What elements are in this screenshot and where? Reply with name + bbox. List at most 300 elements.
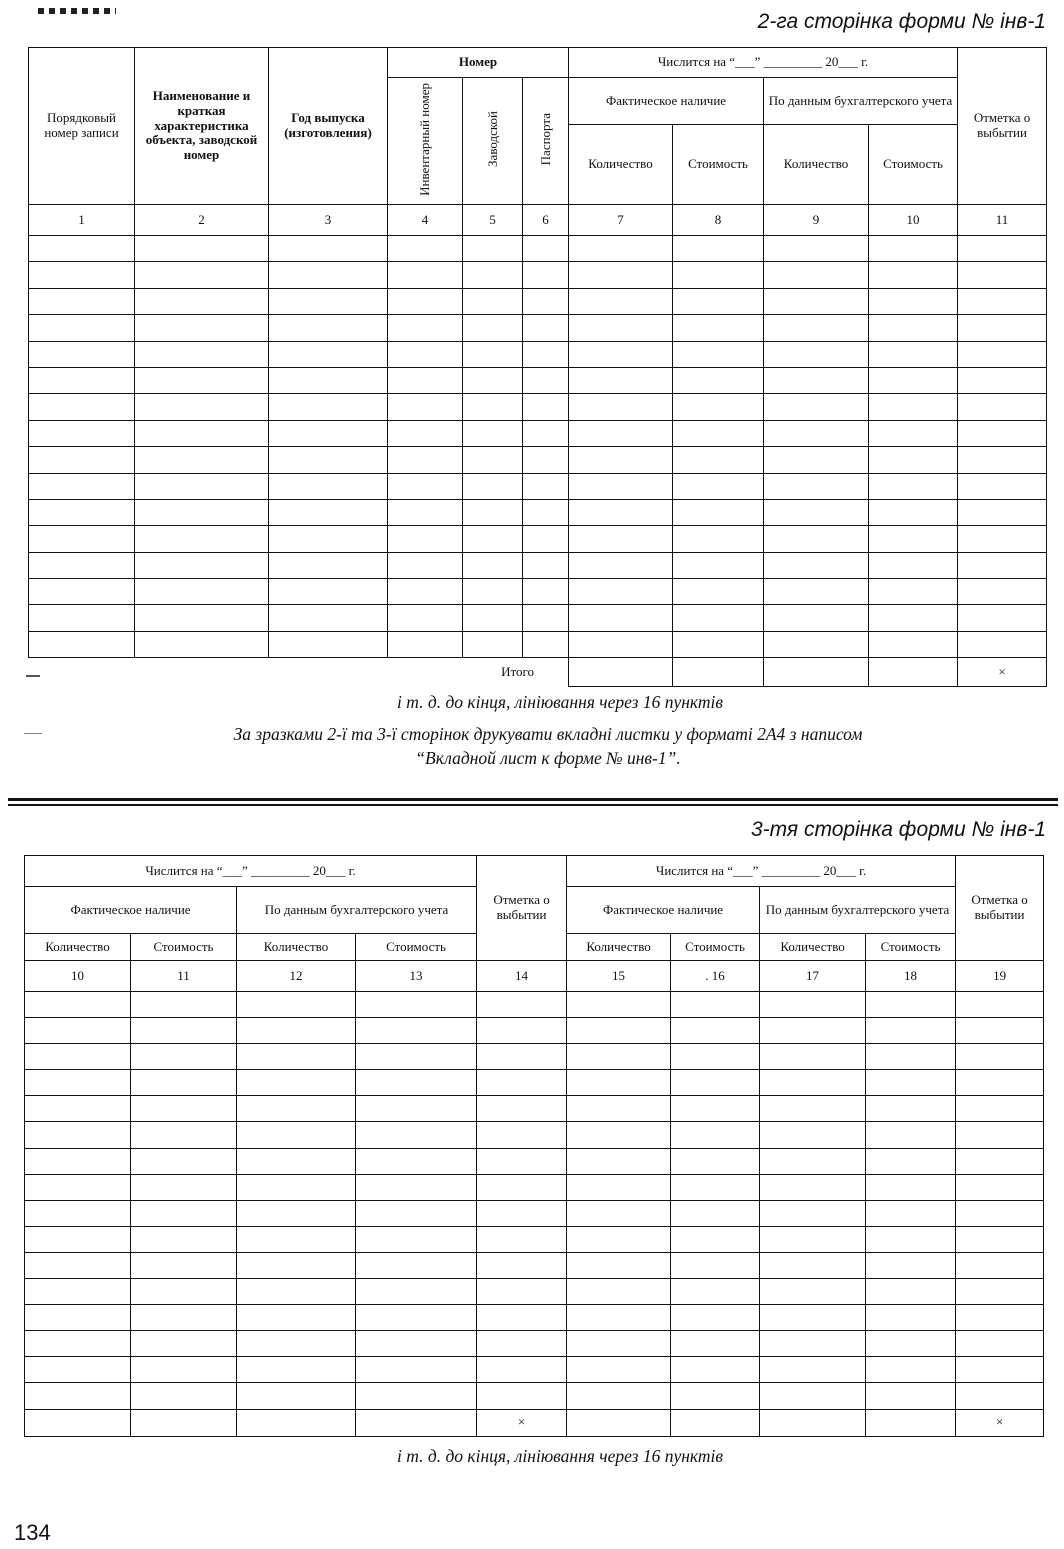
table-cell	[269, 288, 388, 314]
header-qty: Количество	[569, 125, 673, 205]
table-cell	[25, 1279, 131, 1305]
header-qty: Количество	[764, 125, 869, 205]
table-cell	[356, 1044, 477, 1070]
table-cell	[135, 631, 269, 657]
table-cell	[567, 1122, 671, 1148]
table-cell	[673, 499, 764, 525]
col-number: 13	[356, 961, 477, 992]
table-cell	[956, 1226, 1044, 1252]
header-inventory-number: Инвентарный номер	[388, 78, 463, 205]
table-cell	[463, 367, 523, 393]
table-cell	[673, 605, 764, 631]
table-row	[25, 1331, 1044, 1357]
table-cell	[477, 992, 567, 1018]
table-cell	[673, 394, 764, 420]
table-row	[25, 1409, 1044, 1436]
table-cell	[523, 605, 569, 631]
table-cell	[764, 288, 869, 314]
table-cell	[135, 499, 269, 525]
table-row	[29, 447, 1047, 473]
disposal-mark: ×	[477, 1409, 567, 1436]
table-row	[29, 420, 1047, 446]
total-cell	[569, 658, 673, 687]
table-cell	[956, 1305, 1044, 1331]
table-cell	[760, 1226, 866, 1252]
table-cell	[29, 236, 135, 262]
table-cell	[958, 367, 1047, 393]
col-number: 10	[25, 961, 131, 992]
total-label: Итого	[501, 664, 535, 680]
table-cell	[356, 1357, 477, 1383]
table-cell	[25, 1122, 131, 1148]
table-cell	[869, 236, 958, 262]
table-cell	[523, 315, 569, 341]
table-cell	[477, 1305, 567, 1331]
table-cell	[131, 1305, 237, 1331]
col-number: 5	[463, 205, 523, 236]
table-cell	[569, 288, 673, 314]
table-cell	[866, 1226, 956, 1252]
table-cell	[569, 499, 673, 525]
table-cell	[269, 315, 388, 341]
table-cell	[388, 394, 463, 420]
table-cell	[958, 552, 1047, 578]
table-cell	[131, 1018, 237, 1044]
header-qty: Количество	[760, 934, 866, 961]
table-cell	[388, 526, 463, 552]
table-cell	[569, 579, 673, 605]
table-cell	[956, 1383, 1044, 1409]
header-disposal: Отметка о выбытии	[477, 856, 567, 961]
table-cell	[131, 1200, 237, 1226]
table-cell	[29, 552, 135, 578]
total-cell	[869, 658, 958, 687]
table-cell	[866, 1279, 956, 1305]
table-cell	[523, 552, 569, 578]
table-row	[29, 605, 1047, 631]
table-cell	[131, 1409, 237, 1436]
page-title: 2-га сторінка форми № інв-1	[757, 10, 1046, 33]
table-cell	[673, 236, 764, 262]
table-cell	[131, 1331, 237, 1357]
table-cell	[567, 1174, 671, 1200]
table-row	[29, 236, 1047, 262]
table-cell	[760, 1331, 866, 1357]
table-cell	[135, 605, 269, 631]
table-cell	[25, 1409, 131, 1436]
table-row	[25, 1357, 1044, 1383]
table-cell	[269, 367, 388, 393]
table-cell	[760, 1305, 866, 1331]
scan-mark	[24, 733, 42, 734]
col-number: 9	[764, 205, 869, 236]
table-cell	[671, 1200, 760, 1226]
table-cell	[29, 605, 135, 631]
table-cell	[135, 552, 269, 578]
table-cell	[25, 1357, 131, 1383]
total-row	[29, 658, 1047, 687]
table-cell	[131, 1122, 237, 1148]
table-cell	[567, 1226, 671, 1252]
table-cell	[764, 315, 869, 341]
table-cell	[866, 992, 956, 1018]
table-cell	[135, 236, 269, 262]
table-cell	[477, 1174, 567, 1200]
table-cell	[567, 1383, 671, 1409]
table-cell	[673, 315, 764, 341]
table-cell	[477, 1226, 567, 1252]
table-cell	[29, 526, 135, 552]
table-cell	[237, 1252, 356, 1278]
col-number: 7	[569, 205, 673, 236]
table-cell	[760, 1174, 866, 1200]
table-cell	[764, 447, 869, 473]
table-cell	[869, 394, 958, 420]
col-number: 11	[958, 205, 1047, 236]
table-cell	[958, 605, 1047, 631]
table-cell	[567, 1409, 671, 1436]
header-actual: Фактическое наличие	[25, 887, 237, 934]
col-number: 10	[869, 205, 958, 236]
table-cell	[671, 1409, 760, 1436]
table-cell	[760, 1200, 866, 1226]
table-cell	[567, 1148, 671, 1174]
table-cell	[673, 420, 764, 446]
table-cell	[869, 447, 958, 473]
table-cell	[25, 1331, 131, 1357]
table-cell	[237, 1096, 356, 1122]
table-cell	[237, 1409, 356, 1436]
table-cell	[567, 1096, 671, 1122]
table-cell	[869, 579, 958, 605]
table-cell	[764, 631, 869, 657]
column-numbers-row	[25, 961, 1044, 992]
table-cell	[135, 394, 269, 420]
table-cell	[29, 262, 135, 288]
scan-mark	[26, 675, 40, 677]
table-row	[29, 341, 1047, 367]
table-cell	[29, 367, 135, 393]
table-cell	[237, 1044, 356, 1070]
table-cell	[866, 1174, 956, 1200]
header-counted-on: Числится на “___” _________ 20___ г.	[567, 856, 956, 887]
table-cell	[463, 288, 523, 314]
table-cell	[135, 473, 269, 499]
table-cell	[956, 1018, 1044, 1044]
total-cell	[673, 658, 764, 687]
table-cell	[29, 288, 135, 314]
col-number: 3	[269, 205, 388, 236]
table-cell	[388, 631, 463, 657]
table-row	[25, 1148, 1044, 1174]
table-row	[25, 1279, 1044, 1305]
table-cell	[673, 579, 764, 605]
header-actual: Фактическое наличие	[569, 78, 764, 125]
table-cell	[760, 1044, 866, 1070]
table-cell	[760, 1357, 866, 1383]
table-cell	[477, 1357, 567, 1383]
table-cell	[237, 1174, 356, 1200]
table-cell	[956, 1174, 1044, 1200]
table-cell	[131, 1226, 237, 1252]
table-cell	[131, 1174, 237, 1200]
table-cell	[356, 1331, 477, 1357]
table-cell	[958, 526, 1047, 552]
inventory-table-page-3	[24, 855, 1044, 1437]
table-cell	[269, 420, 388, 446]
table-cell	[269, 579, 388, 605]
table-cell	[673, 341, 764, 367]
table-cell	[237, 1018, 356, 1044]
header-actual: Фактическое наличие	[567, 887, 760, 934]
header-qty: Количество	[237, 934, 356, 961]
table-cell	[569, 236, 673, 262]
table-cell	[25, 1148, 131, 1174]
table-row	[25, 1122, 1044, 1148]
table-row	[29, 499, 1047, 525]
table-cell	[237, 1226, 356, 1252]
header-accounting: По данным бухгалтерского учета	[237, 887, 477, 934]
table-cell	[477, 1122, 567, 1148]
table-cell	[673, 526, 764, 552]
table-cell	[237, 1122, 356, 1148]
continuation-note: і т. д. до кінця, лініювання через 16 пунктів	[397, 1446, 723, 1466]
table-cell	[25, 1200, 131, 1226]
table-cell	[523, 473, 569, 499]
table-cell	[523, 236, 569, 262]
table-cell	[25, 1383, 131, 1409]
table-cell	[463, 552, 523, 578]
table-cell	[956, 1148, 1044, 1174]
table-cell	[760, 1409, 866, 1436]
table-cell	[356, 1070, 477, 1096]
table-cell	[866, 1383, 956, 1409]
table-cell	[869, 499, 958, 525]
table-cell	[388, 236, 463, 262]
table-cell	[869, 473, 958, 499]
table-cell	[463, 526, 523, 552]
table-cell	[523, 262, 569, 288]
page-number: 134	[14, 1520, 51, 1545]
table-cell	[760, 1252, 866, 1278]
table-cell	[237, 1357, 356, 1383]
table-cell	[956, 1252, 1044, 1278]
table-cell	[523, 499, 569, 525]
table-cell	[764, 236, 869, 262]
table-cell	[523, 631, 569, 657]
table-cell	[869, 420, 958, 446]
table-row	[25, 992, 1044, 1018]
table-cell	[477, 1018, 567, 1044]
table-cell	[356, 1279, 477, 1305]
table-cell	[869, 605, 958, 631]
table-row	[25, 1200, 1044, 1226]
table-cell	[477, 1044, 567, 1070]
table-cell	[866, 1252, 956, 1278]
table-cell	[523, 420, 569, 446]
table-row	[29, 631, 1047, 657]
table-cell	[569, 341, 673, 367]
table-cell	[956, 1200, 1044, 1226]
table-cell	[25, 1305, 131, 1331]
header-number-group: Номер	[388, 48, 569, 78]
col-number: 15	[567, 961, 671, 992]
table-cell	[956, 1357, 1044, 1383]
table-cell	[269, 552, 388, 578]
table-cell	[671, 1226, 760, 1252]
table-cell	[135, 526, 269, 552]
table-cell	[958, 262, 1047, 288]
table-cell	[866, 1044, 956, 1070]
table-cell	[463, 262, 523, 288]
table-cell	[673, 288, 764, 314]
header-disposal: Отметка о выбытии	[956, 856, 1044, 961]
table-cell	[25, 1018, 131, 1044]
table-cell	[29, 447, 135, 473]
page-title: 3-тя сторінка форми № інв-1	[751, 818, 1046, 841]
table-cell	[764, 552, 869, 578]
header-qty: Количество	[567, 934, 671, 961]
table-cell	[269, 394, 388, 420]
table-cell	[25, 1044, 131, 1070]
table-row	[29, 473, 1047, 499]
table-cell	[463, 236, 523, 262]
table-cell	[131, 1357, 237, 1383]
table-row	[29, 315, 1047, 341]
table-row	[29, 394, 1047, 420]
table-cell	[567, 1044, 671, 1070]
header-factory-number: Заводской	[463, 78, 523, 205]
table-cell	[463, 605, 523, 631]
table-cell	[388, 315, 463, 341]
table-cell	[356, 992, 477, 1018]
table-cell	[671, 1383, 760, 1409]
table-cell	[760, 1122, 866, 1148]
table-cell	[29, 341, 135, 367]
table-cell	[237, 1279, 356, 1305]
table-cell	[388, 605, 463, 631]
table-row	[29, 288, 1047, 314]
table-cell	[869, 367, 958, 393]
table-cell	[958, 447, 1047, 473]
table-cell	[673, 447, 764, 473]
table-cell	[388, 341, 463, 367]
table-cell	[958, 315, 1047, 341]
table-cell	[671, 1122, 760, 1148]
col-number: 6	[523, 205, 569, 236]
table-cell	[958, 579, 1047, 605]
table-cell	[671, 1279, 760, 1305]
table-cell	[237, 1200, 356, 1226]
table-cell	[356, 1383, 477, 1409]
table-cell	[523, 394, 569, 420]
table-cell	[356, 1200, 477, 1226]
table-cell	[569, 367, 673, 393]
print-instruction: За зразками 2-ї та 3-ї сторінок друкувати вкладні листки у форматі 2А4 з написом	[233, 724, 863, 744]
table-cell	[388, 367, 463, 393]
table-cell	[866, 1018, 956, 1044]
table-cell	[866, 1409, 956, 1436]
table-cell	[477, 1279, 567, 1305]
table-cell	[764, 394, 869, 420]
header-accounting: По данным бухгалтерского учета	[760, 887, 956, 934]
table-cell	[869, 262, 958, 288]
table-cell	[569, 420, 673, 446]
table-cell	[673, 473, 764, 499]
table-cell	[135, 288, 269, 314]
col-number: 1	[29, 205, 135, 236]
table-cell	[25, 1070, 131, 1096]
table-row	[29, 262, 1047, 288]
table-cell	[567, 1279, 671, 1305]
table-cell	[388, 262, 463, 288]
table-cell	[869, 315, 958, 341]
table-cell	[477, 1331, 567, 1357]
table-cell	[356, 1148, 477, 1174]
table-cell	[29, 473, 135, 499]
table-cell	[356, 1018, 477, 1044]
table-row	[29, 579, 1047, 605]
separator-rule	[8, 804, 1058, 806]
table-cell	[764, 473, 869, 499]
table-cell	[463, 447, 523, 473]
table-cell	[356, 1174, 477, 1200]
col-number: 12	[237, 961, 356, 992]
table-cell	[237, 992, 356, 1018]
table-cell	[523, 579, 569, 605]
table-cell	[671, 1018, 760, 1044]
table-cell	[671, 1357, 760, 1383]
table-cell	[29, 420, 135, 446]
table-cell	[388, 579, 463, 605]
table-cell	[25, 1096, 131, 1122]
table-cell	[764, 262, 869, 288]
table-cell	[131, 1044, 237, 1070]
table-cell	[477, 1200, 567, 1226]
header-cost: Стоимость	[671, 934, 760, 961]
table-cell	[567, 1200, 671, 1226]
table-cell	[671, 1148, 760, 1174]
inventory-table-page-2	[28, 47, 1047, 687]
table-cell	[131, 1096, 237, 1122]
table-cell	[356, 1305, 477, 1331]
table-cell	[237, 1070, 356, 1096]
total-mark: ×	[958, 658, 1047, 687]
table-cell	[477, 1070, 567, 1096]
table-cell	[764, 420, 869, 446]
table-cell	[956, 1044, 1044, 1070]
header-cost: Стоимость	[673, 125, 764, 205]
table-cell	[388, 447, 463, 473]
table-cell	[956, 1331, 1044, 1357]
table-cell	[764, 499, 869, 525]
table-cell	[269, 499, 388, 525]
table-cell	[567, 1331, 671, 1357]
table-cell	[237, 1383, 356, 1409]
table-cell	[760, 1018, 866, 1044]
table-cell	[569, 605, 673, 631]
table-cell	[569, 631, 673, 657]
table-cell	[958, 420, 1047, 446]
table-cell	[388, 552, 463, 578]
table-cell	[671, 1305, 760, 1331]
table-cell	[671, 1044, 760, 1070]
header-cost: Стоимость	[869, 125, 958, 205]
column-numbers-row	[29, 205, 1047, 236]
table-cell	[523, 447, 569, 473]
table-cell	[567, 1357, 671, 1383]
table-cell	[237, 1305, 356, 1331]
